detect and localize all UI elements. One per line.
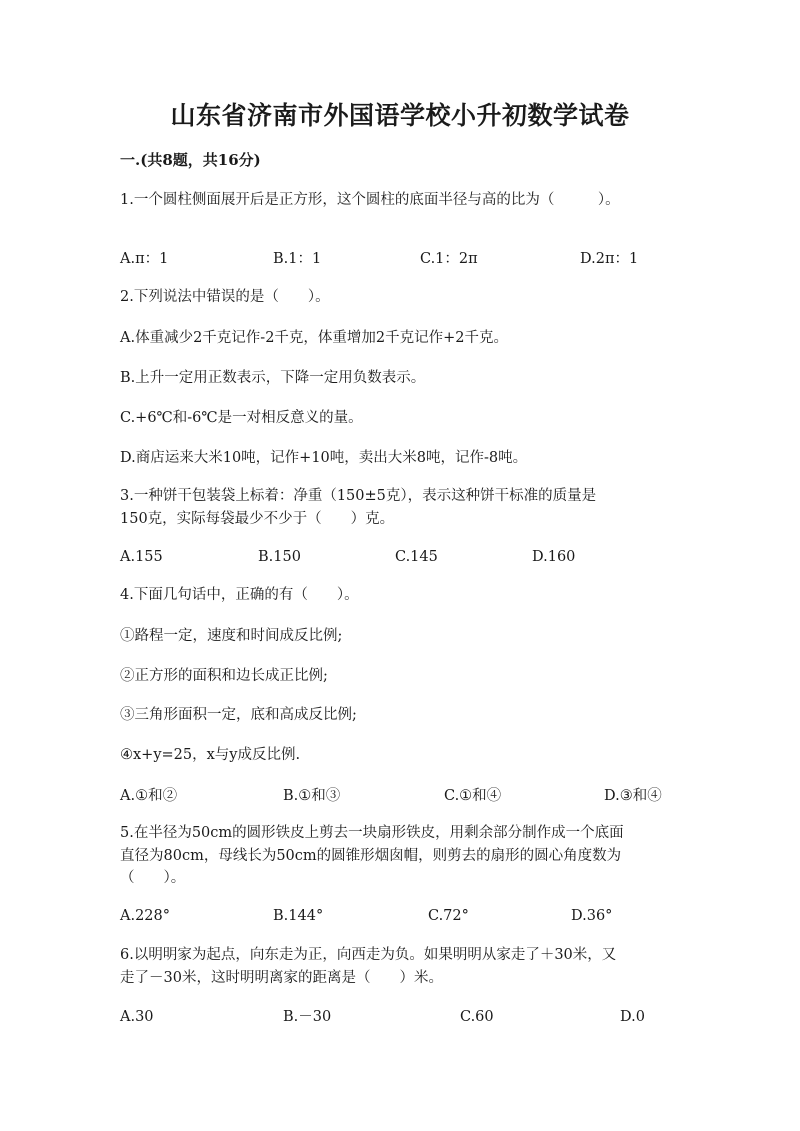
question-2-option-b: B.上升一定用正数表示，下降一定用负数表示。	[120, 370, 426, 386]
question-3-option-a: A.155	[120, 549, 163, 565]
question-2-option-a: A.体重减少2千克记作-2千克，体重增加2千克记作+2千克。	[120, 330, 509, 346]
question-4-option-c: C.①和④	[444, 788, 502, 804]
question-4-option-b: B.①和③	[283, 788, 341, 804]
question-5-text-line-3: （ ）。	[120, 870, 186, 886]
question-1-option-d: D.2π：1	[580, 251, 639, 267]
question-1-text: 1.一个圆柱侧面展开后是正方形，这个圆柱的底面半径与高的比为（ ）。	[120, 192, 620, 208]
question-5-text-line-1: 5.在半径为50cm的圆形铁皮上剪去一块扇形铁皮，用剩余部分制作成一个底面	[120, 825, 624, 841]
question-4-statement-3: ③三角形面积一定，底和高成反比例;	[120, 707, 357, 723]
question-4-statement-4: ④x+y=25，x与y成反比例.	[120, 747, 301, 763]
question-3-text-line-1: 3.一种饼干包装袋上标着：净重（150±5克），表示这种饼干标准的质量是	[120, 488, 597, 504]
question-2-text: 2.下列说法中错误的是（ ）。	[120, 289, 330, 305]
question-6-text-line-2: 走了－30米，这时明明离家的距离是（ ）米。	[120, 970, 443, 986]
exam-title: 山东省济南市外国语学校小升初数学试卷	[170, 101, 630, 130]
question-6-option-a: A.30	[120, 1009, 154, 1025]
question-1-option-a: A.π：1	[120, 251, 169, 267]
question-3-option-c: C.145	[395, 549, 438, 565]
question-4-statement-1: ①路程一定，速度和时间成反比例;	[120, 628, 343, 644]
question-6-option-b: B.－30	[283, 1009, 332, 1025]
question-1-option-b: B.1：1	[273, 251, 322, 267]
question-3-option-d: D.160	[532, 549, 576, 565]
question-6-option-c: C.60	[460, 1009, 494, 1025]
question-4-option-d: D.③和④	[604, 788, 662, 804]
question-5-option-c: C.72°	[428, 908, 469, 924]
question-1-option-c: C.1：2π	[420, 251, 478, 267]
question-5-option-a: A.228°	[120, 908, 171, 924]
section-heading: 一.(共8题，共16分)	[120, 151, 261, 169]
question-6-option-d: D.0	[620, 1009, 645, 1025]
question-4-text: 4.下面几句话中，正确的有（ ）。	[120, 587, 359, 603]
question-4-statement-2: ②正方形的面积和边长成正比例;	[120, 668, 328, 684]
question-2-option-d: D.商店运来大米10吨，记作+10吨，卖出大米8吨，记作-8吨。	[120, 450, 528, 466]
question-4-option-a: A.①和②	[120, 788, 178, 804]
question-2-option-c: C.+6℃和-6℃是一对相反意义的量。	[120, 410, 363, 426]
question-6-text-line-1: 6.以明明家为起点，向东走为正，向西走为负。如果明明从家走了＋30米，又	[120, 947, 617, 963]
question-3-text-line-2: 150克，实际每袋最少不少于（ ）克。	[120, 511, 395, 527]
question-5-option-b: B.144°	[273, 908, 324, 924]
question-3-option-b: B.150	[258, 549, 301, 565]
question-5-text-line-2: 直径为80cm，母线长为50cm的圆锥形烟囱帽，则剪去的扇形的圆心角度数为	[120, 848, 622, 864]
question-5-option-d: D.36°	[571, 908, 613, 924]
